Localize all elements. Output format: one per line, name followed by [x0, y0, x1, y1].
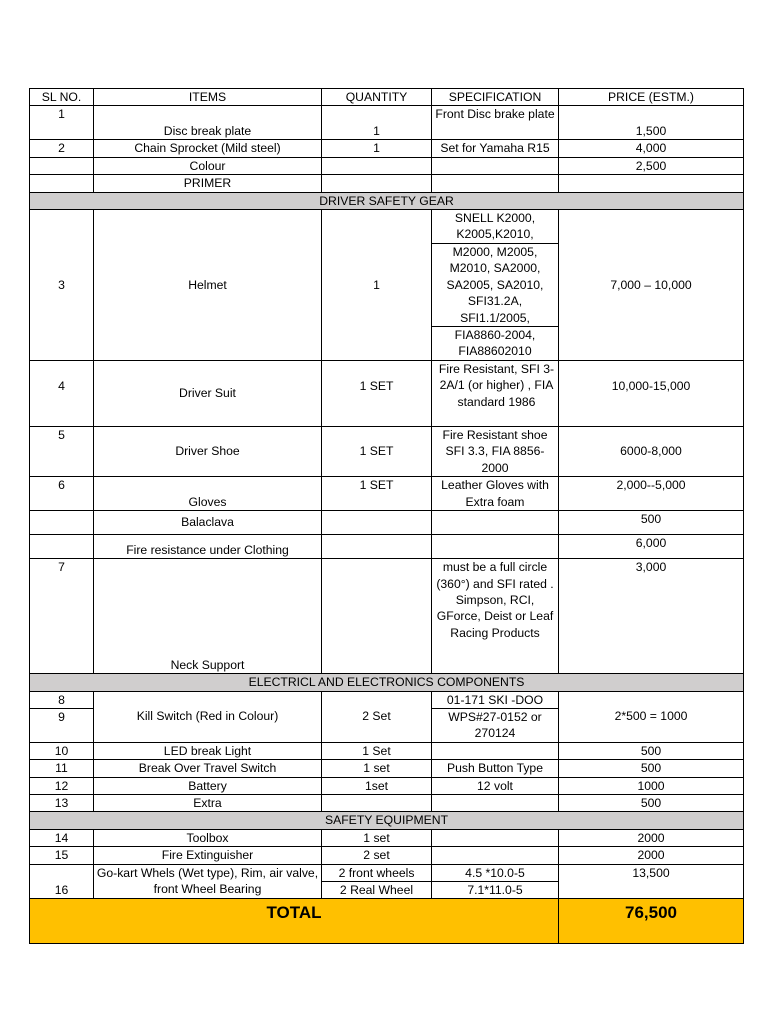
spec-cell — [432, 794, 559, 811]
price-cell: 500 — [559, 742, 744, 759]
item-cell: PRIMER — [94, 175, 322, 192]
item-cell: Battery — [94, 777, 322, 794]
spec-cell — [432, 511, 559, 535]
sl-cell — [30, 511, 94, 535]
qty-cell: 1set — [322, 777, 432, 794]
table-row — [30, 742, 744, 759]
cost-estimate-sheet — [29, 88, 743, 944]
qty-cell: 1 — [322, 140, 432, 157]
spec-cell — [432, 360, 559, 426]
table-row — [30, 477, 744, 511]
table-row — [30, 106, 744, 140]
spec-line: Fire Resistant, SFI 3-2A/1 (or higher) , FIA standard 1986 — [438, 361, 555, 409]
item-cell: Toolbox — [94, 829, 322, 846]
qty-cell: 2 set — [322, 847, 432, 864]
sl-cell — [30, 157, 94, 174]
qty-cell: 1 set — [322, 760, 432, 777]
sl-cell: 15 — [30, 847, 94, 864]
item-cell: Driver Suit — [94, 360, 322, 426]
spec-cell — [432, 535, 559, 559]
table-row — [30, 426, 744, 476]
header-specification: SPECIFICATION — [432, 89, 559, 106]
table-row — [30, 511, 744, 535]
item-cell: Gloves — [94, 477, 322, 511]
qty-cell: 2 Real Wheel — [322, 881, 432, 898]
spec-cell — [432, 157, 559, 174]
item-cell: Break Over Travel Switch — [94, 760, 322, 777]
qty-cell: 1 SET — [322, 477, 432, 511]
sl-cell: 5 — [30, 426, 94, 476]
item-cell: Extra — [94, 794, 322, 811]
sl-cell: 4 — [30, 360, 94, 426]
sl-cell: 8 — [30, 691, 94, 708]
spec-cell: FIA8860-2004, FIA88602010 — [432, 327, 559, 361]
sl-cell: 3 — [30, 210, 94, 361]
table-row — [30, 864, 744, 881]
table-row — [30, 157, 744, 174]
qty-cell: 2 front wheels — [322, 864, 432, 881]
spec-cell — [432, 829, 559, 846]
qty-cell — [322, 175, 432, 192]
price-cell: 500 — [559, 511, 744, 535]
header-price: PRICE (ESTM.) — [559, 89, 744, 106]
price-cell: 3,000 — [559, 559, 744, 674]
spec-cell — [432, 742, 559, 759]
qty-cell — [322, 535, 432, 559]
spec-cell: Fire Resistant shoe SFI 3.3, FIA 8856-2000 — [432, 426, 559, 476]
spec-cell: Set for Yamaha R15 — [432, 140, 559, 157]
header-sl-no: SL NO. — [30, 89, 94, 106]
price-cell: 2000 — [559, 847, 744, 864]
table-row — [30, 760, 744, 777]
item-cell: Go-kart Whels (Wet type), Rim, air valve, front Wheel Bearing — [94, 864, 322, 899]
item-cell: Kill Switch (Red in Colour) — [94, 691, 322, 742]
section-safety-equipment: SAFETY EQUIPMENT — [30, 812, 744, 829]
sl-cell: 7 — [30, 559, 94, 674]
qty-cell — [322, 511, 432, 535]
table-row — [30, 794, 744, 811]
table-row — [30, 847, 744, 864]
spec-cell: must be a full circle (360°) and SFI rated . Simpson, RCI, GForce, Deist or Leaf Racing Products — [432, 559, 559, 674]
qty-cell — [322, 157, 432, 174]
price-cell: 2000 — [559, 829, 744, 846]
section-row — [30, 192, 744, 209]
sl-cell: 1 — [30, 106, 94, 140]
section-electrical-components: ELECTRICL AND ELECTRONICS COMPONENTS — [30, 674, 744, 691]
spec-cell: 7.1*11.0-5 — [432, 881, 559, 898]
sl-cell — [30, 175, 94, 192]
qty-cell: 1 — [322, 106, 432, 140]
spec-cell: Push Button Type — [432, 760, 559, 777]
section-row — [30, 812, 744, 829]
sl-cell: 2 — [30, 140, 94, 157]
sl-cell: 9 — [30, 708, 94, 742]
spec-cell: WPS#27-0152 or 270124 — [432, 708, 559, 742]
price-cell: 2,500 — [559, 157, 744, 174]
sl-cell: 6 — [30, 477, 94, 511]
price-cell: 10,000-15,000 — [559, 360, 744, 426]
item-cell: Fire resistance under Clothing — [94, 535, 322, 559]
price-cell: 13,500 — [559, 864, 744, 899]
qty-cell: 1 SET — [322, 426, 432, 476]
price-cell — [559, 175, 744, 192]
table-header-row — [30, 89, 744, 106]
price-cell: 500 — [559, 760, 744, 777]
table-row — [30, 140, 744, 157]
section-driver-safety-gear: DRIVER SAFETY GEAR — [30, 192, 744, 209]
table-row — [30, 535, 744, 559]
spec-cell — [432, 175, 559, 192]
section-row — [30, 674, 744, 691]
sl-cell: 16 — [30, 864, 94, 899]
qty-cell: 1 Set — [322, 742, 432, 759]
cost-estimate-table — [29, 88, 744, 944]
item-cell: LED break Light — [94, 742, 322, 759]
spec-cell: 4.5 *10.0-5 — [432, 864, 559, 881]
sl-cell: 10 — [30, 742, 94, 759]
item-cell: Chain Sprocket (Mild steel) — [94, 140, 322, 157]
price-cell: 2*500 = 1000 — [559, 691, 744, 742]
qty-cell: 1 SET — [322, 360, 432, 426]
price-cell: 6000-8,000 — [559, 426, 744, 476]
total-row — [30, 899, 744, 944]
sl-cell: 12 — [30, 777, 94, 794]
price-cell: 7,000 – 10,000 — [559, 210, 744, 361]
table-row — [30, 360, 744, 426]
header-quantity: QUANTITY — [322, 89, 432, 106]
qty-cell — [322, 794, 432, 811]
total-value: 76,500 — [559, 899, 744, 944]
header-items: ITEMS — [94, 89, 322, 106]
price-cell: 1,500 — [559, 106, 744, 140]
item-cell: Balaclava — [94, 511, 322, 535]
sl-cell: 13 — [30, 794, 94, 811]
sl-cell: 14 — [30, 829, 94, 846]
item-cell: Driver Shoe — [94, 426, 322, 476]
table-row — [30, 175, 744, 192]
spec-cell: SNELL K2000, K2005,K2010, — [432, 210, 559, 244]
spec-cell: Leather Gloves with Extra foam — [432, 477, 559, 511]
table-row — [30, 691, 744, 708]
qty-cell — [322, 559, 432, 674]
table-row — [30, 829, 744, 846]
item-cell: Disc break plate — [94, 106, 322, 140]
price-cell: 1000 — [559, 777, 744, 794]
price-cell: 4,000 — [559, 140, 744, 157]
qty-cell: 1 set — [322, 829, 432, 846]
table-row — [30, 777, 744, 794]
qty-cell: 1 — [322, 210, 432, 361]
qty-cell: 2 Set — [322, 691, 432, 742]
total-label: TOTAL — [30, 899, 559, 944]
sl-cell — [30, 535, 94, 559]
item-cell: Neck Support — [94, 559, 322, 674]
spec-cell: 12 volt — [432, 777, 559, 794]
spec-cell: Front Disc brake plate — [432, 106, 559, 140]
item-cell: Helmet — [94, 210, 322, 361]
spec-cell — [432, 847, 559, 864]
price-cell: 2,000--5,000 — [559, 477, 744, 511]
item-cell: Fire Extinguisher — [94, 847, 322, 864]
price-cell: 6,000 — [559, 535, 744, 559]
table-row — [30, 559, 744, 674]
item-cell: Colour — [94, 157, 322, 174]
table-row — [30, 210, 744, 244]
price-cell: 500 — [559, 794, 744, 811]
sl-cell: 11 — [30, 760, 94, 777]
spec-cell: M2000, M2005, M2010, SA2000, SA2005, SA2010, SFI31.2A, SFI1.1/2005, — [432, 244, 559, 327]
spec-cell: 01-171 SKI -DOO — [432, 691, 559, 708]
